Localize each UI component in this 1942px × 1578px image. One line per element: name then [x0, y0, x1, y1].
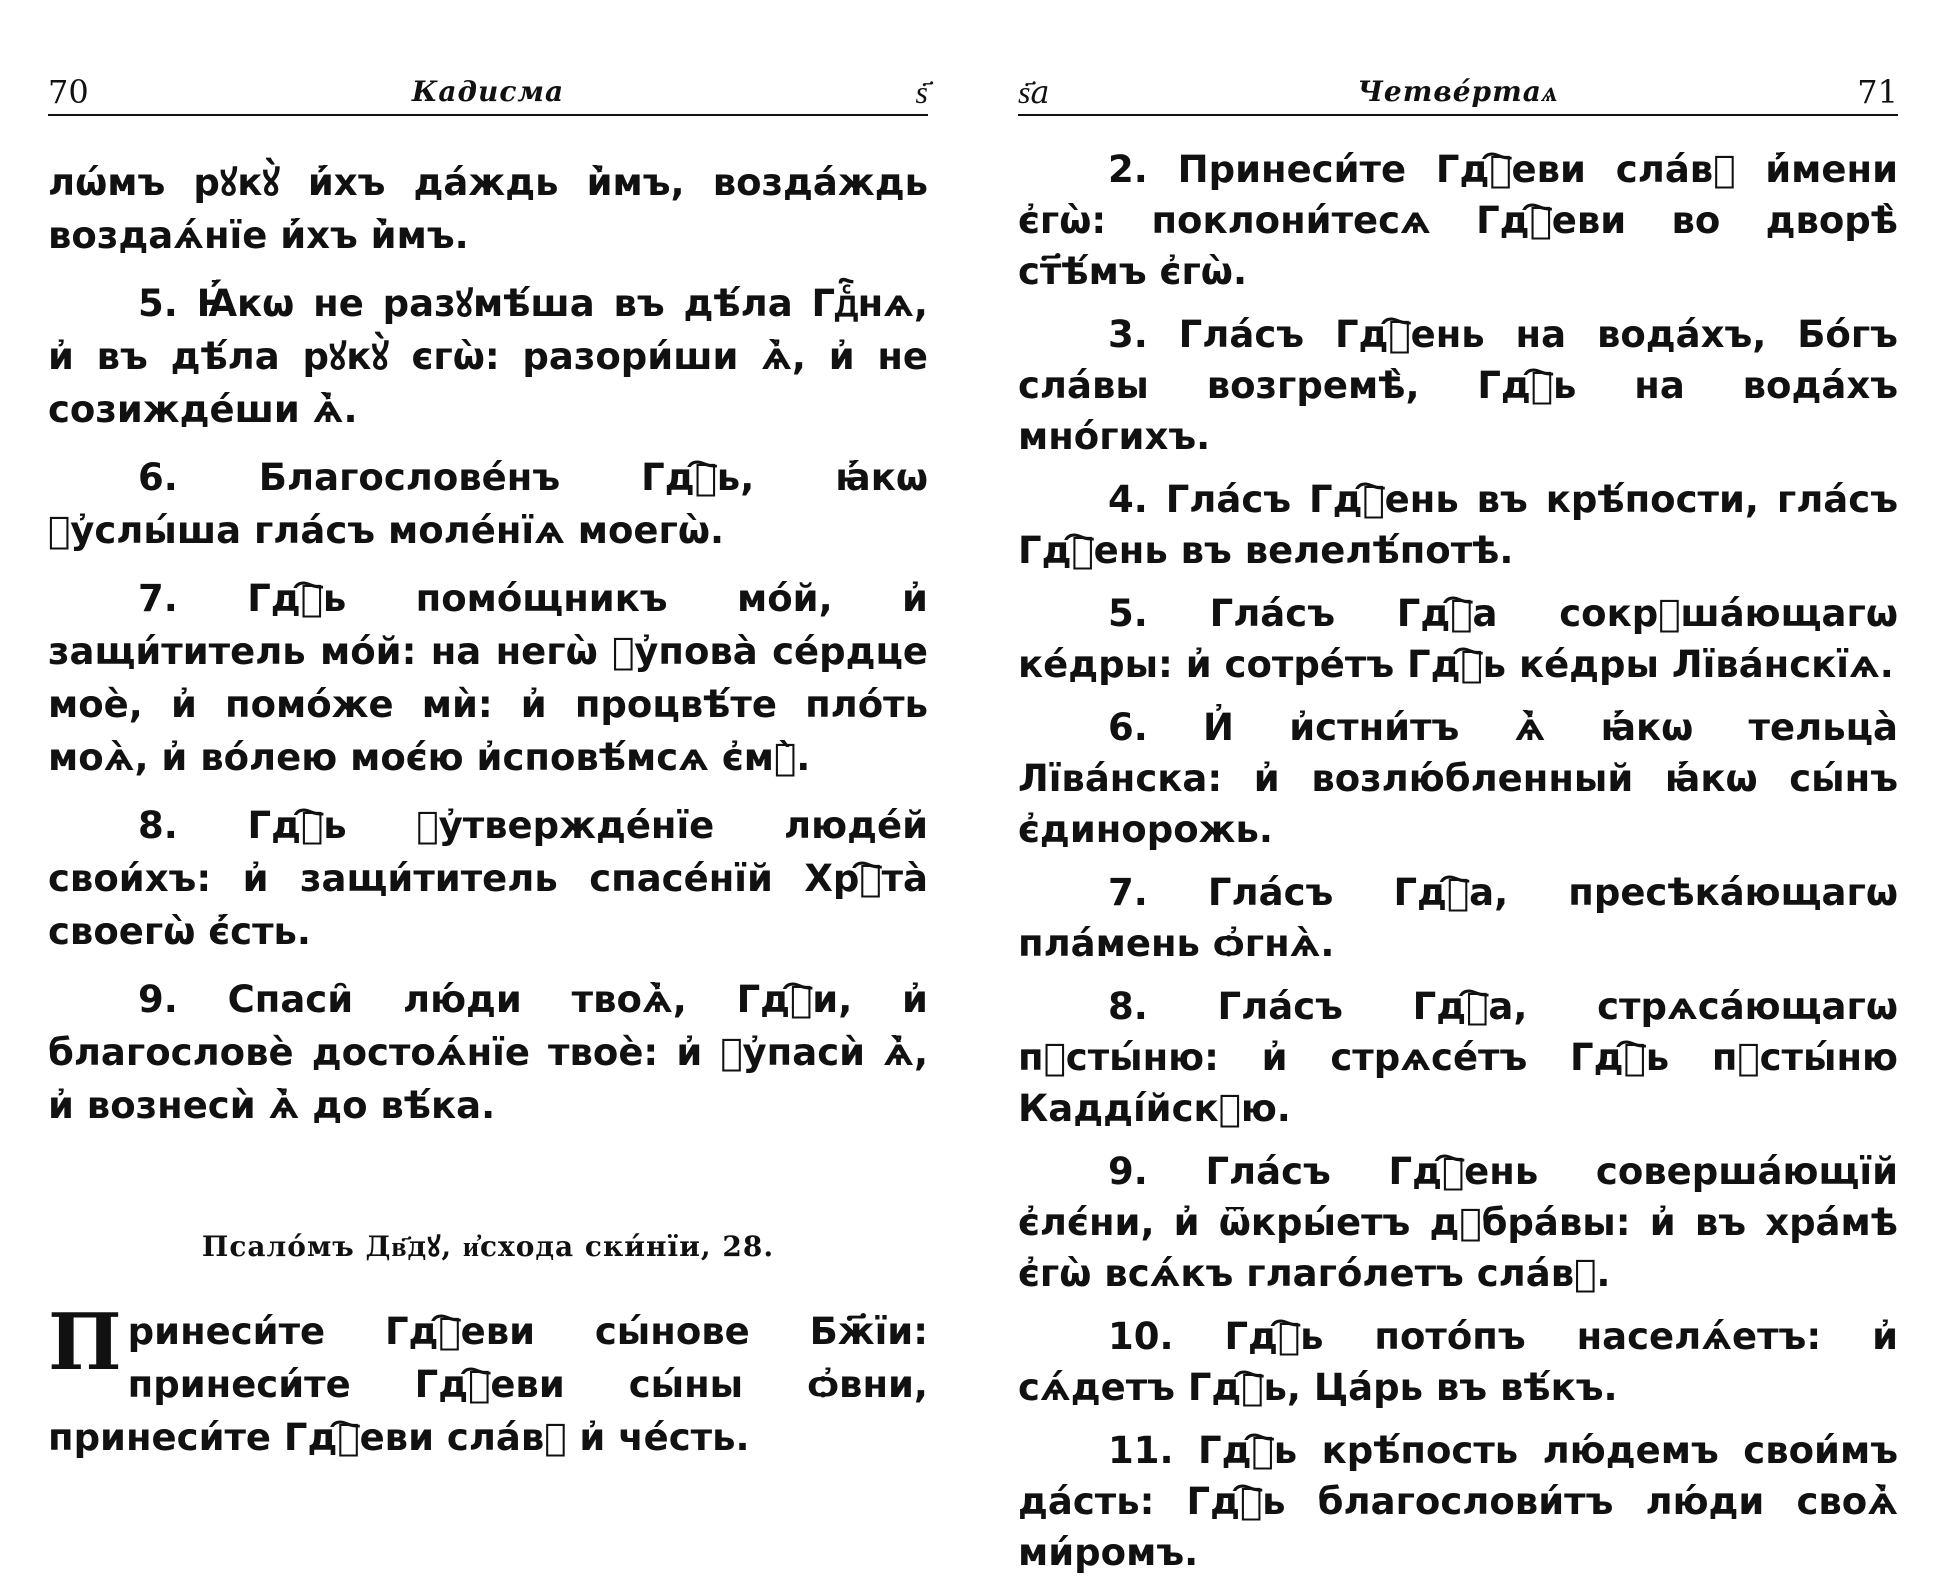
running-title: Четве́ртаѧ	[1357, 75, 1559, 108]
verse: 10. Гдⷭ҇ь пото́пъ населѧ́етъ: и҆ сѧ́детъ Гдⷭ҇ь, Ца́рь въ вѣ́къ.	[1018, 1315, 1898, 1409]
continued-paragraph: лѡ́мъ рꙋкꙋ̀ и҆́хъ да́ждь и҆̀мъ, возда́ждь воздаѧ́нїе и҆́хъ и҆̀мъ.	[48, 161, 928, 257]
verse: 8. Гла́съ Гдⷭ҇а, стрѧса́ющагѡ пꙋсты́ню: и҆ стрѧсе́тъ Гдⷭ҇ь пꙋсты́ню Кадді́йскꙋю.	[1018, 985, 1898, 1130]
psalm-opening	[48, 1297, 928, 1464]
verse: 7. Гла́съ Гдⷭ҇а, пресѣка́ющагѡ пла́мень ѻ҆гнѧ̀.	[1018, 871, 1898, 965]
running-head	[1018, 70, 1898, 116]
verse: 3. Гла́съ Гдⷭ҇ень на вода́хъ, Бо́гъ сла́вы возгремѣ̀, Гдⷭ҇ь на вода́хъ мно́гихъ.	[1018, 313, 1898, 458]
verse: 2. Принеси́те Гдⷭ҇еви сла́вꙋ и҆́мени є҆гѡ̀: поклони́тесѧ Гдⷭ҇еви во дворѣ̀ ст҃ѣ́мъ є҆гѡ̀.	[1018, 148, 1898, 293]
verse: 7. Гдⷭ҇ь помо́щникъ мо́й, и҆ защи́титель мо́й: на негѡ̀ ᲂу҆пова̀ се́рдце моѐ, и҆ помо́же мѝ: и҆ процвѣ́те пло́ть моѧ̀, и҆ во́лею моє́ю и҆сповѣ́мсѧ є҆мꙋ̀.	[48, 577, 928, 779]
psalm-heading: Псало́мъ Дв҃дꙋ, и҆схода ски́нїи, 28.	[201, 1230, 775, 1263]
verse: 6. Благослове́нъ Гдⷭ҇ь, ꙗ҆́кѡ ᲂу҆слы́ша гла́съ моле́нїѧ моегѡ̀.	[48, 456, 928, 552]
signature-mark: ѕ҃а	[1018, 73, 1050, 111]
verse: 5. Гла́съ Гдⷭ҇а сокрꙋша́ющагѡ ке́дры: и҆ сотре́тъ Гдⷭ҇ь ке́дры Лїва́нскїѧ.	[1018, 592, 1898, 686]
verse: 9. Гла́съ Гдⷭ҇ень соверша́ющїй є҆лє́ни, и҆ ѿкры́етъ дꙋбра́вы: и҆ въ хра́мѣ є҆гѡ̀ всѧ́къ глаго́летъ сла́вꙋ.	[1018, 1150, 1898, 1295]
left-page	[48, 70, 928, 1470]
running-head	[48, 70, 928, 116]
right-page	[1018, 70, 1898, 1574]
page-gutter	[960, 0, 962, 1500]
left-text-block	[48, 156, 928, 1132]
verse: 4. Гла́съ Гдⷭ҇ень въ крѣ́пости, гла́съ Гдⷭ҇ень въ велелѣ́потѣ.	[1018, 478, 1898, 572]
verse: 5. Ꙗ҆́кѡ не разꙋмѣ́ша въ дѣ́ла Гдⷭ҇нѧ, и҆ въ дѣ́ла рꙋкꙋ̀ єгѡ̀: разори́ши ѧ҆̀, и҆ не созижде́ши ѧ҆̀.	[48, 282, 928, 431]
verse: 9. Спаси̑ лю́ди твоѧ҆̀, Гдⷭ҇и, и҆ благословѐ достоѧ́нїе твоѐ: и҆ ᲂу҆пасѝ ѧ҆̀, и҆ вознесѝ ѧ҆̀ до вѣ́ка.	[48, 978, 928, 1127]
verse: 8. Гдⷭ҇ь ᲂу҆твержде́нїе люде́й свои́хъ: и҆ защи́титель спасе́нїй Хрⷭ҇та̀ своегѡ̀ є҆́сть.	[48, 804, 928, 953]
page-number: 70	[48, 73, 89, 111]
opening-text: ринеси́те Гдⷭ҇еви сы́нове Бж҃їи: принеси́те Гдⷭ҇еви сы́ны ѻ҆вни, принеси́те Гдⷭ҇еви сла́вꙋ и҆ че́сть.	[48, 1310, 928, 1459]
drop-cap-initial: П	[48, 1297, 122, 1388]
page-number: 71	[1857, 73, 1898, 111]
signature-mark: ѕ҃	[915, 73, 928, 111]
verse: 11. Гдⷭ҇ь крѣ́пость лю́демъ свои́мъ да́сть: Гдⷭ҇ь благослови́тъ лю́ди своѧ҆̀ ми́ромъ.	[1018, 1429, 1898, 1574]
running-title: Кадисма	[411, 75, 565, 108]
verse: 6. И҆ и҆стни́тъ ѧ҆̀ ꙗ҆́кѡ тельца̀ Лїва́нска: и҆ возлю́бленный ꙗ҆́кѡ сы́нъ є҆динорожь.	[1018, 706, 1898, 851]
right-text-block	[1018, 144, 1898, 1578]
